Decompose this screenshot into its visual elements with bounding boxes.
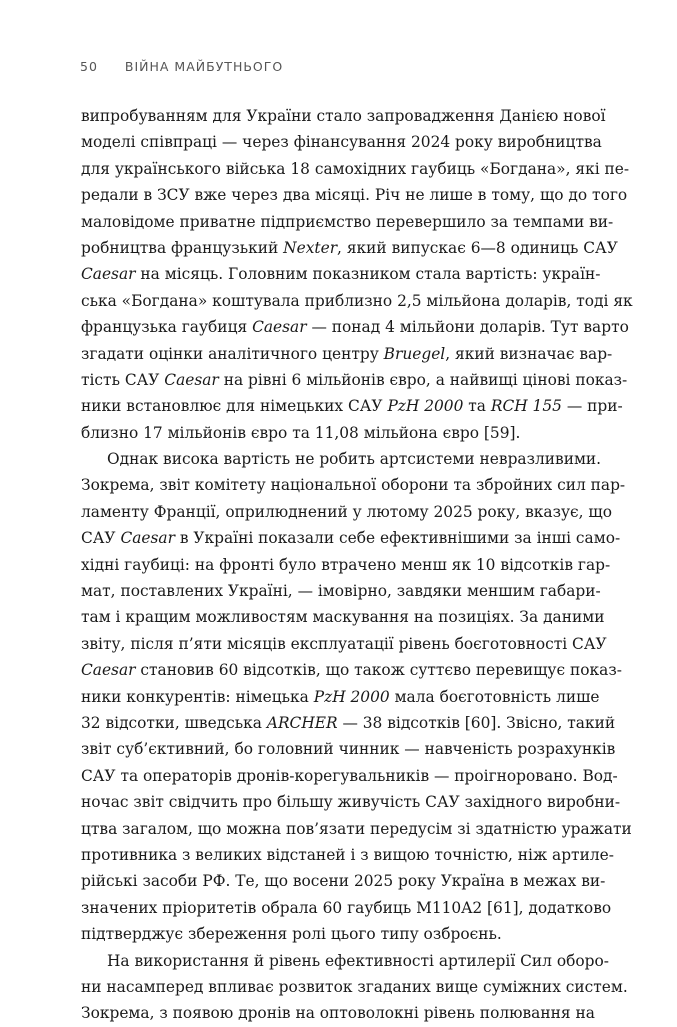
text-run: тість САУ bbox=[81, 370, 165, 389]
text-run: французька гаубиця bbox=[81, 318, 253, 337]
text-run: Зокрема, звіт комітету національної оборони та збройних сил пар- bbox=[81, 476, 626, 495]
text-run: значених пріоритетів обрала 60 гаубиць M110A2 [61], додатково bbox=[81, 898, 612, 917]
italic-term: Caesar bbox=[81, 661, 136, 680]
running-header bbox=[80, 59, 283, 74]
text-line bbox=[81, 314, 629, 340]
text-run: випробуванням для України стало запровадження Данією нової bbox=[81, 107, 606, 125]
text-run: та bbox=[463, 397, 491, 416]
text-line bbox=[81, 789, 621, 815]
paragraph bbox=[81, 103, 633, 446]
text-run: ська «Богдана» коштувала приблизно 2,5 мільйона доларів, тоді як bbox=[81, 291, 633, 310]
text-run: на рівні 6 мільйонів євро, а найвищі цінові показ- bbox=[218, 370, 628, 389]
text-run: Однак висока вартість не робить артсистеми невразливими. bbox=[107, 450, 602, 469]
italic-term: PzH 2000 bbox=[387, 397, 464, 416]
text-run: ники конкурентів: німецька bbox=[81, 687, 314, 706]
text-run: — понад 4 мільйони доларів. Тут варто bbox=[306, 318, 629, 337]
text-line bbox=[81, 1000, 595, 1026]
body-text bbox=[81, 103, 633, 1027]
text-run: ники встановлює для німецьких САУ bbox=[81, 397, 388, 416]
text-line bbox=[81, 604, 605, 630]
text-run: ламенту Франції, оприлюднений у лютому 2025 року, вказує, що bbox=[81, 502, 613, 521]
text-run: підтверджує збереження ролі цього типу озброєнь. bbox=[81, 925, 502, 944]
text-line bbox=[81, 420, 587, 446]
text-run: редали в ЗСУ вже через два місяці. Річ не лише в тому, що до того bbox=[81, 186, 628, 205]
text-run: на місяць. Головним показником стала вартість: україн- bbox=[135, 265, 601, 284]
text-run: для українського війська 18 самохідних гаубиць «Богдана», які пе- bbox=[81, 159, 630, 178]
paragraph bbox=[81, 446, 632, 947]
text-run: хідні гаубиці: на фронті було втрачено менш як 10 відсотків гар- bbox=[81, 555, 611, 574]
text-run: робництва французький bbox=[81, 238, 284, 257]
text-run: моделі співпраці — через фінансування 2024 року виробництва bbox=[81, 133, 602, 152]
text-run: в Україні показали себе ефективнішими за інші само- bbox=[174, 529, 621, 548]
text-run: звіту, після п’яти місяців експлуатації рівень боєготовності САУ bbox=[81, 634, 607, 653]
italic-term: Caesar bbox=[252, 318, 307, 337]
text-run: цтва загалом, що можна пов’язати передусім зі здатністю уражати bbox=[81, 819, 632, 838]
text-line bbox=[81, 472, 626, 498]
text-run: становив 60 відсотків, що також суттєво перевищує показ- bbox=[135, 661, 622, 680]
text-line bbox=[81, 868, 606, 894]
text-line bbox=[81, 631, 607, 657]
text-line bbox=[81, 763, 618, 789]
text-line bbox=[81, 182, 628, 208]
text-line bbox=[81, 948, 609, 974]
text-run: САУ та операторів дронів-корегувальників — проігноровано. Вод- bbox=[81, 766, 618, 785]
text-line bbox=[81, 129, 602, 155]
text-run: ни насамперед впливає розвиток згаданих вище суміжних систем. bbox=[81, 977, 628, 996]
text-line bbox=[81, 525, 621, 551]
text-line bbox=[81, 684, 600, 710]
text-run: Зокрема, з появою дронів на оптоволокні рівень полювання на bbox=[81, 1004, 595, 1023]
text-run: САУ bbox=[81, 529, 121, 548]
text-line bbox=[81, 921, 587, 947]
text-line bbox=[81, 261, 601, 287]
text-line bbox=[81, 393, 623, 419]
running-title: ВІЙНА МАЙБУТНЬОГО bbox=[124, 59, 284, 74]
paragraph bbox=[81, 948, 628, 1027]
text-run: там і кращим можливостям маскування на позиціях. За даними bbox=[81, 608, 605, 627]
text-run: рійські засоби РФ. Те, що восени 2025 року Україна в межах ви- bbox=[81, 872, 606, 891]
italic-term: ARCHER bbox=[266, 713, 338, 732]
italic-term: RCH 155 bbox=[490, 397, 562, 416]
text-run: — 38 відсотків [60]. Звісно, такий bbox=[337, 713, 616, 732]
text-run: противника з великих відстаней і з вищою точністю, ніж артиле- bbox=[81, 845, 614, 864]
text-run: , який визначає вар- bbox=[445, 344, 613, 363]
text-run: ночас звіт свідчить про більшу живучість САУ західного виробни- bbox=[81, 793, 621, 812]
text-line bbox=[81, 209, 614, 235]
italic-term: Caesar bbox=[81, 265, 136, 284]
text-line bbox=[81, 736, 616, 762]
text-line bbox=[81, 578, 601, 604]
text-run: , який випускає 6—8 одиниць САУ bbox=[337, 238, 618, 257]
text-line bbox=[81, 103, 606, 129]
text-run: звіт суб’єктивний, бо головний чинник — навченість розрахунків bbox=[81, 740, 616, 759]
text-line bbox=[81, 816, 632, 842]
italic-term: Caesar bbox=[120, 529, 175, 548]
text-run: близно 17 мільйонів євро та 11,08 мільйона євро [59]. bbox=[81, 423, 521, 442]
text-line bbox=[81, 895, 612, 921]
text-run: згадати оцінки аналітичного центру bbox=[81, 344, 384, 363]
text-run: — при- bbox=[561, 397, 623, 416]
italic-term: PzH 2000 bbox=[313, 687, 390, 706]
italic-term: Nexter bbox=[283, 238, 338, 257]
text-line bbox=[81, 367, 628, 393]
text-line bbox=[81, 499, 613, 525]
italic-term: Caesar bbox=[164, 370, 219, 389]
text-run: мала боєготовність лише bbox=[389, 687, 600, 706]
text-run: На використання й рівень ефективності артилерії Сил оборо- bbox=[107, 951, 609, 970]
italic-term: Bruegel bbox=[383, 344, 446, 363]
text-run: мат, поставлених Україні, — імовірно, завдяки меншим габари- bbox=[81, 582, 601, 601]
text-line bbox=[81, 446, 602, 472]
text-line bbox=[81, 288, 633, 314]
text-run: 32 відсотки, шведська bbox=[81, 713, 267, 732]
text-line bbox=[81, 235, 618, 261]
text-line bbox=[81, 552, 611, 578]
text-run: маловідоме приватне підприємство перевершило за темпами ви- bbox=[81, 212, 614, 231]
text-line bbox=[81, 341, 613, 367]
page-number: 50 bbox=[80, 59, 98, 74]
text-line bbox=[81, 156, 630, 182]
text-line bbox=[81, 710, 616, 736]
text-line bbox=[81, 657, 622, 683]
text-line bbox=[81, 842, 614, 868]
text-line bbox=[81, 974, 628, 1000]
